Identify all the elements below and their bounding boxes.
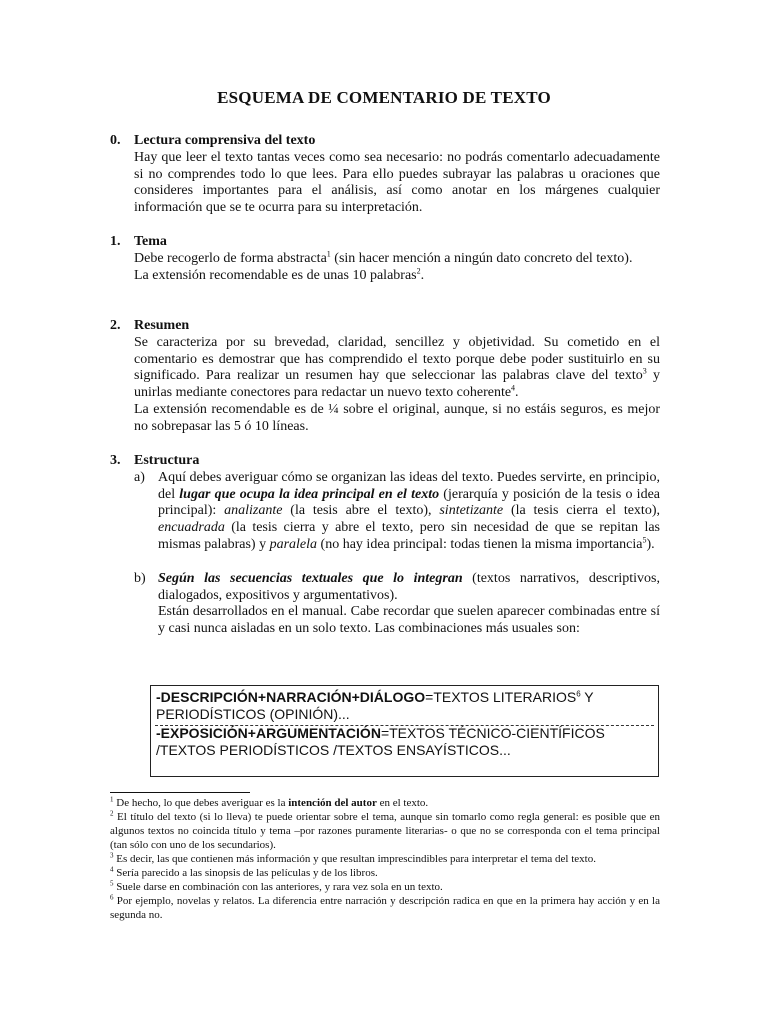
text-run: =TEXTOS TÉCNICO-CIENTÍFICOS /TEXTOS PERIODÍSTICOS /TEXTOS ENSAYÍSTICOS... (156, 725, 605, 758)
footnote-number: 3 (110, 851, 114, 860)
combination-label: -EXPOSICIÓN+ARGUMENTACIÓN (156, 725, 381, 741)
footnote-ref[interactable]: 2 (416, 265, 421, 275)
text-run: El título del texto (si lo lleva) te puede orientar sobre el tema, aunque sin tomarlo como regla general: es posible que en algunos textos no coincida título y tema –por razones puramente literarias- o que no se corresponda con el tema principal (tan sólo con uno de los secundarios). (110, 811, 660, 851)
list-text (158, 571, 660, 638)
text-run: Aquí debes averiguar cómo se organizan las ideas del texto. Puedes servirte, en principio, del (158, 469, 660, 502)
emphasis: intención del autor (288, 797, 377, 809)
section-summary (110, 318, 660, 436)
list-label: a) (134, 469, 145, 485)
footnote-number: 5 (110, 879, 114, 888)
footnote-number: 6 (110, 893, 114, 902)
combination-label: -DESCRIPCIÓN+NARRACIÓN+DIÁLOGO (156, 689, 426, 705)
paragraph (158, 470, 660, 554)
footnote-ref[interactable]: 5 (642, 535, 647, 545)
text-run: Suele darse en combinación con las anteriores, y rara vez sola en un texto. (113, 881, 443, 893)
text-run: Por ejemplo, novelas y relatos. La diferencia entre narración y descripción radica en que en la primera hay acción y en la segunda no. (110, 895, 660, 921)
section-structure (110, 453, 660, 638)
combination-row (151, 689, 658, 723)
emphasis: encuadrada (158, 520, 225, 536)
footnote-ref[interactable]: 4 (511, 383, 516, 393)
text-run: (textos narrativos, descriptivos, dialogados, expositivos y argumentativos). (158, 570, 660, 603)
footnote-number: 2 (110, 809, 114, 818)
list-item-a (134, 470, 660, 554)
text-run: (la tesis cierra y abre el texto, pero sin necesidad de que se repitan las mismas palabras) y (158, 520, 660, 552)
list-label: b) (134, 570, 146, 586)
document-title: ESQUEMA DE COMENTARIO DE TEXTO (217, 88, 551, 107)
text-run: De hecho, lo que debes averiguar es la (113, 797, 289, 809)
section-number: 3. (110, 453, 121, 468)
emphasis: lugar que ocupa la idea principal en el texto (179, 486, 440, 502)
footnote (110, 880, 660, 894)
text-run: Y PERIODÍSTICOS (OPINIÓN)... (156, 689, 594, 722)
footnotes (110, 796, 660, 922)
footnote (110, 796, 660, 810)
paragraph (134, 265, 660, 285)
section-heading: Lectura comprensiva del texto (134, 133, 316, 148)
text-run: ). (646, 536, 655, 552)
section-body (134, 150, 660, 217)
emphasis: sintetizante (439, 503, 504, 519)
footnote-separator (110, 792, 250, 793)
section-heading: Estructura (134, 453, 200, 468)
text-run: Es decir, las que contienen más información y que resultan imprescindibles para interpretar el tema del texto. (113, 853, 596, 865)
section-heading: Tema (134, 234, 167, 249)
paragraph (134, 251, 660, 268)
list-text (158, 470, 660, 554)
text-run: Sería parecido a las sinopsis de las películas y de los libros. (113, 867, 378, 879)
section-body (134, 335, 660, 436)
section-reading (110, 133, 660, 217)
text-combinations-box (150, 685, 659, 777)
section-heading: Resumen (134, 318, 190, 333)
list-item-b (134, 571, 660, 638)
text-run: . (515, 385, 519, 401)
section-number: 1. (110, 234, 121, 249)
section-number: 0. (110, 133, 121, 148)
text-run: (la tesis cierra el texto), (503, 503, 660, 519)
text-run: (jerarquía y posición de la tesis o idea principal): (158, 486, 660, 519)
text-run: en el texto. (376, 797, 429, 809)
section-number: 2. (110, 318, 121, 333)
paragraph: Están desarrollados en el manual. Cabe recordar que suelen aparecer combinadas entre sí y casi nunca aisladas en un solo texto. Las combinaciones más usuales son: (158, 604, 660, 637)
section-theme (110, 234, 660, 284)
text-run: (la tesis abre el texto), (282, 503, 440, 519)
footnote-ref[interactable]: 3 (642, 366, 647, 376)
footnote-number: 4 (110, 865, 114, 874)
text-run: La extensión recomendable es de unas 10 palabras (134, 267, 417, 283)
text-run: Se caracteriza por su brevedad, claridad, sencillez y objetividad. Su cometido en el comentario es demostrar que has comprendido el texto porque debe poder sustituirlo en su significado. Para realizar un resumen hay que seleccionar las palabras clave del texto (134, 334, 660, 384)
text-run: (sin hacer mención a ningún dato concreto del texto). (330, 250, 633, 266)
footnote (110, 866, 660, 880)
footnote (110, 810, 660, 852)
emphasis: Según las secuencias textuales que lo integran (158, 570, 463, 586)
section-body (134, 251, 660, 285)
footnote-ref[interactable]: 1 (326, 249, 331, 259)
emphasis: paralela (269, 536, 318, 552)
text-run: y unirlas mediante conectores para redactar un nuevo texto coherente (134, 368, 660, 401)
text-run: Debe recogerlo de forma abstracta (134, 250, 327, 266)
paragraph (158, 571, 660, 605)
footnote-ref[interactable]: 6 (576, 689, 581, 699)
paragraph (134, 335, 660, 402)
paragraph: La extensión recomendable es de ¼ sobre el original, aunque, si no estáis seguros, es mejor no sobrepasar las 5 ó 10 líneas. (134, 401, 660, 434)
text-run: (no hay idea principal: todas tienen la misma importancia (317, 536, 643, 552)
text-run: =TEXTOS LITERARIOS (425, 689, 577, 705)
paragraph: Hay que leer el texto tantas veces como sea necesario: no podrás comentarlo adecuadamente si no comprendes todo lo que lees. Para ello puedes subrayar las palabras u oraciones que consideres importantes para el análisis, así como anotar en los márgenes cualquier información que se te ocurra para su interpretación. (134, 149, 660, 216)
footnote-number: 1 (110, 795, 114, 804)
combination-row (151, 725, 658, 759)
footnote (110, 852, 660, 866)
text-run: . (420, 267, 425, 283)
emphasis: analizante (224, 503, 283, 519)
footnote (110, 894, 660, 922)
